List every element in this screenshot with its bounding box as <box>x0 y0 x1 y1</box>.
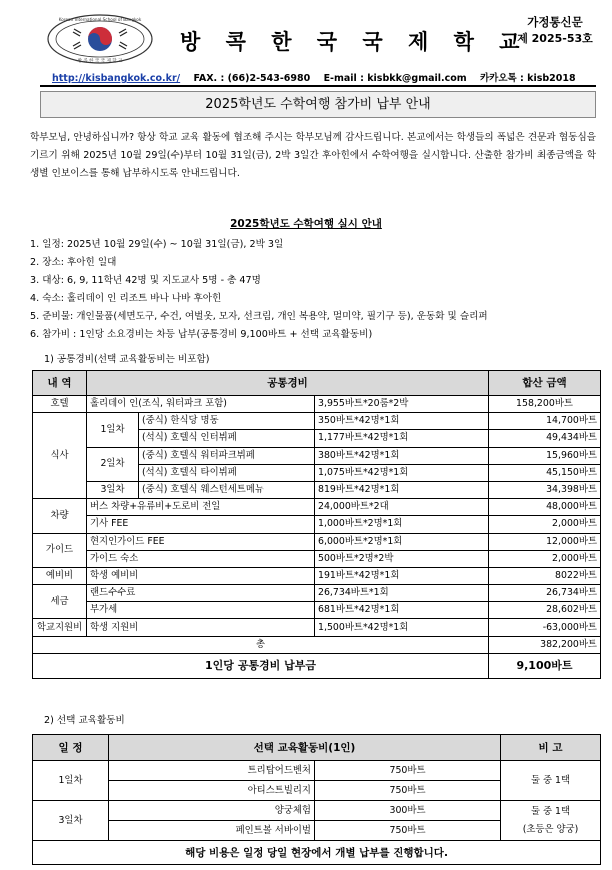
item-cell: (석식) 호텔식 인터뷔페 <box>139 430 315 447</box>
item-cell: 기사 FEE <box>87 516 315 533</box>
letterhead <box>40 10 596 68</box>
activity-cell: 트리탑어드벤처 <box>109 761 315 781</box>
calc-cell: 819바트*42명*1회 <box>315 481 489 498</box>
table-header: 내 역 <box>33 371 87 396</box>
calc-cell: 6,000바트*2명*1회 <box>315 533 489 550</box>
divider <box>40 85 596 87</box>
table-row <box>33 801 601 821</box>
optional-activity-table <box>32 734 601 865</box>
amount-cell: 15,960바트 <box>489 447 601 464</box>
doc-number: 제 2025-53호 <box>517 32 593 45</box>
total-label: 총 <box>33 636 489 653</box>
calc-cell: 500바트*2명*2박 <box>315 550 489 567</box>
item-cell: 가이드 숙소 <box>87 550 315 567</box>
price-cell: 750바트 <box>315 781 501 801</box>
price-cell: 750바트 <box>315 821 501 841</box>
list-item: 1. 일정: 2025년 10월 29일(수) ~ 10월 31일(금), 2박 3일 <box>30 239 284 250</box>
note-line: 둘 중 1택 <box>530 805 571 817</box>
amount-cell: 14,700바트 <box>489 413 601 430</box>
category-cell: 호텔 <box>33 396 87 413</box>
table-row <box>33 516 601 533</box>
table-row <box>33 396 601 413</box>
item-cell: (중식) 호텔식 워터파크뷔페 <box>139 447 315 464</box>
calc-cell: 3,955바트*20룸*2박 <box>315 396 489 413</box>
calc-cell: 1,075바트*42명*1회 <box>315 464 489 481</box>
total-amount: 382,200바트 <box>489 636 601 653</box>
table-header: 선택 교육활동비(1인) <box>109 735 501 761</box>
table-row <box>33 550 601 567</box>
activity-cell: 아티스트빌리지 <box>109 781 315 801</box>
item-cell: 학생 예비비 <box>87 567 315 584</box>
table-row <box>33 499 601 516</box>
amount-cell: 49,434바트 <box>489 430 601 447</box>
table-row <box>33 413 601 430</box>
amount-cell: 12,000바트 <box>489 533 601 550</box>
per-person-label: 1인당 공통경비 납부금 <box>33 653 489 678</box>
calc-cell: 380바트*42명*1회 <box>315 447 489 464</box>
amount-cell: 34,398바트 <box>489 481 601 498</box>
common-cost-table <box>32 370 601 679</box>
list-item: 2. 장소: 후아힌 일대 <box>30 257 117 268</box>
table-row <box>33 447 601 464</box>
issue-box <box>514 14 596 48</box>
item-cell: (중식) 한식당 명동 <box>139 413 315 430</box>
contact-line <box>52 70 576 84</box>
activity-cell: 페인트볼 서바이벌 <box>109 821 315 841</box>
amount-cell: 2,000바트 <box>489 550 601 567</box>
item-cell: 랜드수수료 <box>87 585 315 602</box>
item-cell: 현지인가이드 FEE <box>87 533 315 550</box>
category-cell: 식사 <box>33 413 87 499</box>
price-cell: 300바트 <box>315 801 501 821</box>
amount-cell: 26,734바트 <box>489 585 601 602</box>
amount-cell: 28,602바트 <box>489 602 601 619</box>
calc-cell: 1,177바트*42명*1회 <box>315 430 489 447</box>
calc-cell: 681바트*42명*1회 <box>315 602 489 619</box>
item-cell: 부가세 <box>87 602 315 619</box>
list-item: 5. 준비물: 개인물품(세면도구, 수건, 여벌옷, 모자, 선크림, 개인 복용약, 멀미약, 필기구 등), 운동화 및 슬리퍼 <box>30 311 488 322</box>
notice-title: 2025학년도 수학여행 참가비 납부 안내 <box>40 91 596 118</box>
item-cell: 학생 지원비 <box>87 619 315 636</box>
school-url-link[interactable]: http://kisbangkok.co.kr/ <box>52 73 181 84</box>
category-cell: 세금 <box>33 585 87 619</box>
logo-subtext: 방 콕 한 국 국 제 학 교 <box>77 59 123 64</box>
list-item: 3. 대상: 6, 9, 11학년 42명 및 지도교사 5명 - 총 47명 <box>30 275 261 286</box>
table-row <box>33 533 601 550</box>
day-cell: 1일차 <box>87 413 139 447</box>
amount-cell: 158,200바트 <box>489 396 601 413</box>
section1-label: 1) 공통경비(선택 교육활동비는 비포함) <box>44 354 210 365</box>
total-row <box>33 636 601 653</box>
calc-cell: 1,000바트*2명*1회 <box>315 516 489 533</box>
amount-cell: -63,000바트 <box>489 619 601 636</box>
category-cell: 가이드 <box>33 533 87 567</box>
per-person-amount: 9,100바트 <box>489 653 601 678</box>
category-cell: 예비비 <box>33 567 87 584</box>
table-header: 비 고 <box>501 735 601 761</box>
amount-cell: 45,150바트 <box>489 464 601 481</box>
kakao-text: 카카오톡 : kisb2018 <box>480 73 576 84</box>
info-list <box>30 236 596 344</box>
doc-type: 가정통신문 <box>527 15 583 29</box>
table-header-row <box>33 371 601 396</box>
logo-text: Korean International School of Bangkok <box>58 17 142 22</box>
school-name: 방 콕 한 국 국 제 학 교 <box>180 29 529 54</box>
amount-cell: 2,000바트 <box>489 516 601 533</box>
item-cell: 홀리데이 인(조식, 워터파크 포함) <box>87 396 315 413</box>
day-cell: 2일차 <box>87 447 139 481</box>
calc-cell: 26,734바트*1회 <box>315 585 489 602</box>
calc-cell: 191바트*42명*1회 <box>315 567 489 584</box>
fax-text: FAX. : (66)2-543-6980 <box>193 73 311 84</box>
table-row <box>33 761 601 781</box>
category-cell: 차량 <box>33 499 87 533</box>
day-cell: 1일차 <box>33 761 109 801</box>
calc-cell: 350바트*42명*1회 <box>315 413 489 430</box>
subtitle-text: 2025학년도 수학여행 실시 안내 <box>230 218 382 230</box>
footer-row <box>33 841 601 865</box>
school-logo <box>44 12 156 66</box>
table-header-row <box>33 735 601 761</box>
section-subtitle <box>0 216 612 231</box>
category-cell: 학교지원비 <box>33 619 87 636</box>
section2-label: 2) 선택 교육활동비 <box>44 715 125 726</box>
note-cell <box>501 801 601 841</box>
day-cell: 3일차 <box>33 801 109 841</box>
list-item: 6. 참가비 : 1인당 소요경비는 차등 납부(공통경비 9,100바트 + 선택 교육활동비) <box>30 329 373 340</box>
table-header: 공통경비 <box>87 371 489 396</box>
note-line: (초등은 양궁) <box>522 823 579 835</box>
activity-cell: 양궁체험 <box>109 801 315 821</box>
table-row <box>33 619 601 636</box>
list-item: 4. 숙소: 홀리데이 인 리조트 바나 나바 후아힌 <box>30 293 222 304</box>
note-cell: 둘 중 1택 <box>501 761 601 801</box>
email-text: E-mail : kisbkk@gmail.com <box>323 73 467 84</box>
table-row <box>33 481 601 498</box>
intro-paragraph: 학부모님, 안녕하십니까? 항상 학교 교육 활동에 협조해 주시는 학부모님께 감사드립니다. 본교에서는 학생들의 폭넓은 견문과 협동심을 기르기 위해 2025년 10월 29일(수)부터 10월 31일(금), 2박 3일간 후아힌에서 수학여행을 실시합니다. 산출한 참가비 최종금액을 학생별 인보이스를 통해 납부하시도록 안내드립니다. <box>30 132 596 179</box>
table-row <box>33 567 601 584</box>
per-person-row <box>33 653 601 678</box>
table-row <box>33 585 601 602</box>
amount-cell: 8022바트 <box>489 567 601 584</box>
price-cell: 750바트 <box>315 761 501 781</box>
payment-note: 해당 비용은 일정 당일 현장에서 개별 납부를 진행합니다. <box>33 841 601 865</box>
item-cell: 버스 차량+유류비+도로비 전일 <box>87 499 315 516</box>
table-header: 합산 금액 <box>489 371 601 396</box>
table-header: 일 정 <box>33 735 109 761</box>
item-cell: (석식) 호텔식 타이뷔페 <box>139 464 315 481</box>
calc-cell: 24,000바트*2대 <box>315 499 489 516</box>
table-row <box>33 602 601 619</box>
item-cell: (중식) 호텔식 웨스턴세트메뉴 <box>139 481 315 498</box>
calc-cell: 1,500바트*42명*1회 <box>315 619 489 636</box>
amount-cell: 48,000바트 <box>489 499 601 516</box>
day-cell: 3일차 <box>87 481 139 498</box>
